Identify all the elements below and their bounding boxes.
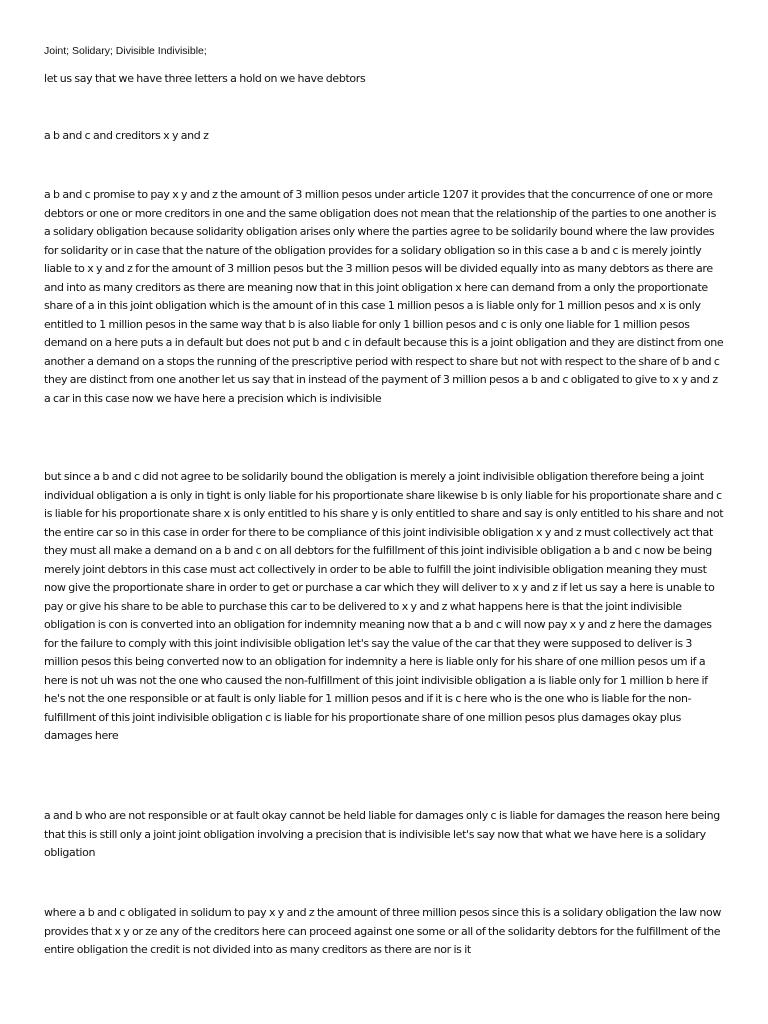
paragraph-parties: a b and c and creditors x y and z [44,129,209,142]
document-heading: Joint; Solidary; Divisible Indivisible; [44,45,207,57]
paragraph-joint-indivisible: but since a b and c did not agree to be solidarily bound the obligation is merely a joint indivisible obligation therefore being a joint individual obligation a is only in tight is only liable for his proportionate share likewise b is only liable for his proportionate share and c is liable for his proportionate share x is only entitled to his share y is only entitled to share and say is only entitled to his share and not the entire car so in this case in order for there to be compliance of this joint indivisible obligation x y and z must collectively act that they must all make a demand on a b and c on all debtors for the fulfillment of this joint indivisible obligation a b and c now be being merely joint debtors in this case must act collectively in order to be able to fulfill the joint indivisible obligation meaning they must now give the proportionate share in order to get or purchase a car which they will deliver to x y and z if let us say a here is unable to pay or give his share to be able to purchase this car to be delivered to x y and z what happens here is that the joint indivisible obligation is con is converted into an obligation for indemnity meaning now that a b and c will now pay x y and z here the damages for the failure to comply with this joint indivisible obligation let's say the value of the car that they were supposed to deliver is 3 million pesos this being converted now to an obligation for indemnity a here is liable only for his share of one million pesos um if a here is not uh was not the one who caused the non-fulfillment of this joint indivisible obligation a is liable only for 1 million b here if he's not the one responsible or at fault is only liable for 1 million pesos and if it is c here who is the one who is liable for the non-fulfillment of this joint indivisible obligation c is liable for his proportionate share of one million pesos plus damages okay plus damages here [44,470,724,742]
paragraph-joint-obligation: a b and c promise to pay x y and z the amount of 3 million pesos under article 1207 it provides that the concurrence of one or more debtors or one or more creditors in one and the same obligation does not mean that the relationship of the parties to one another is a solidary obligation because solidarity obligation arises only where the parties agree to be solidarily bound where the law provides for solidarity or in case that the nature of the obligation provides for a solidary obligation so in this case a b and c is merely jointly liable to x y and z for the amount of 3 million pesos but the 3 million pesos will be divided equally into as many debtors as there are and into as many creditors as there are meaning now that in this joint obligation x here can demand from a only the proportionate share of a in this joint obligation which is the amount of in this case 1 million pesos a is liable only for 1 million pesos and x is only entitled to 1 million pesos in the same way that b is also liable for only 1 billion pesos and c is only one liable for 1 million pesos demand on a here puts a in default but does not put b and c in default because this is a joint obligation and they are distinct from one another a demand on a stops the running of the prescriptive period with respect to share but not with respect to the share of b and c they are distinct from one another let us say that in instead of the payment of 3 million pesos a b and c obligated to give to x y and z a car in this case now we have here a precision which is indivisible [44,188,724,405]
paragraph-solidary: where a b and c obligated in solidum to pay x y and z the amount of three million pesos since this is a solidary obligation the law now provides that x y or ze any of the creditors here can proceed against one some or all of the solidarity debtors for the fulfillment of the entire obligation the credit is not divided into as many creditors as there are nor is it [44,906,721,956]
paragraph-damages: a and b who are not responsible or at fault okay cannot be held liable for damages only c is liable for damages the reason here being that this is still only a joint joint obligation involving a precision that is indivisible let's say now that what we have here is a solidary obligation [44,809,720,859]
paragraph-intro: let us say that we have three letters a hold on we have debtors [44,72,366,85]
